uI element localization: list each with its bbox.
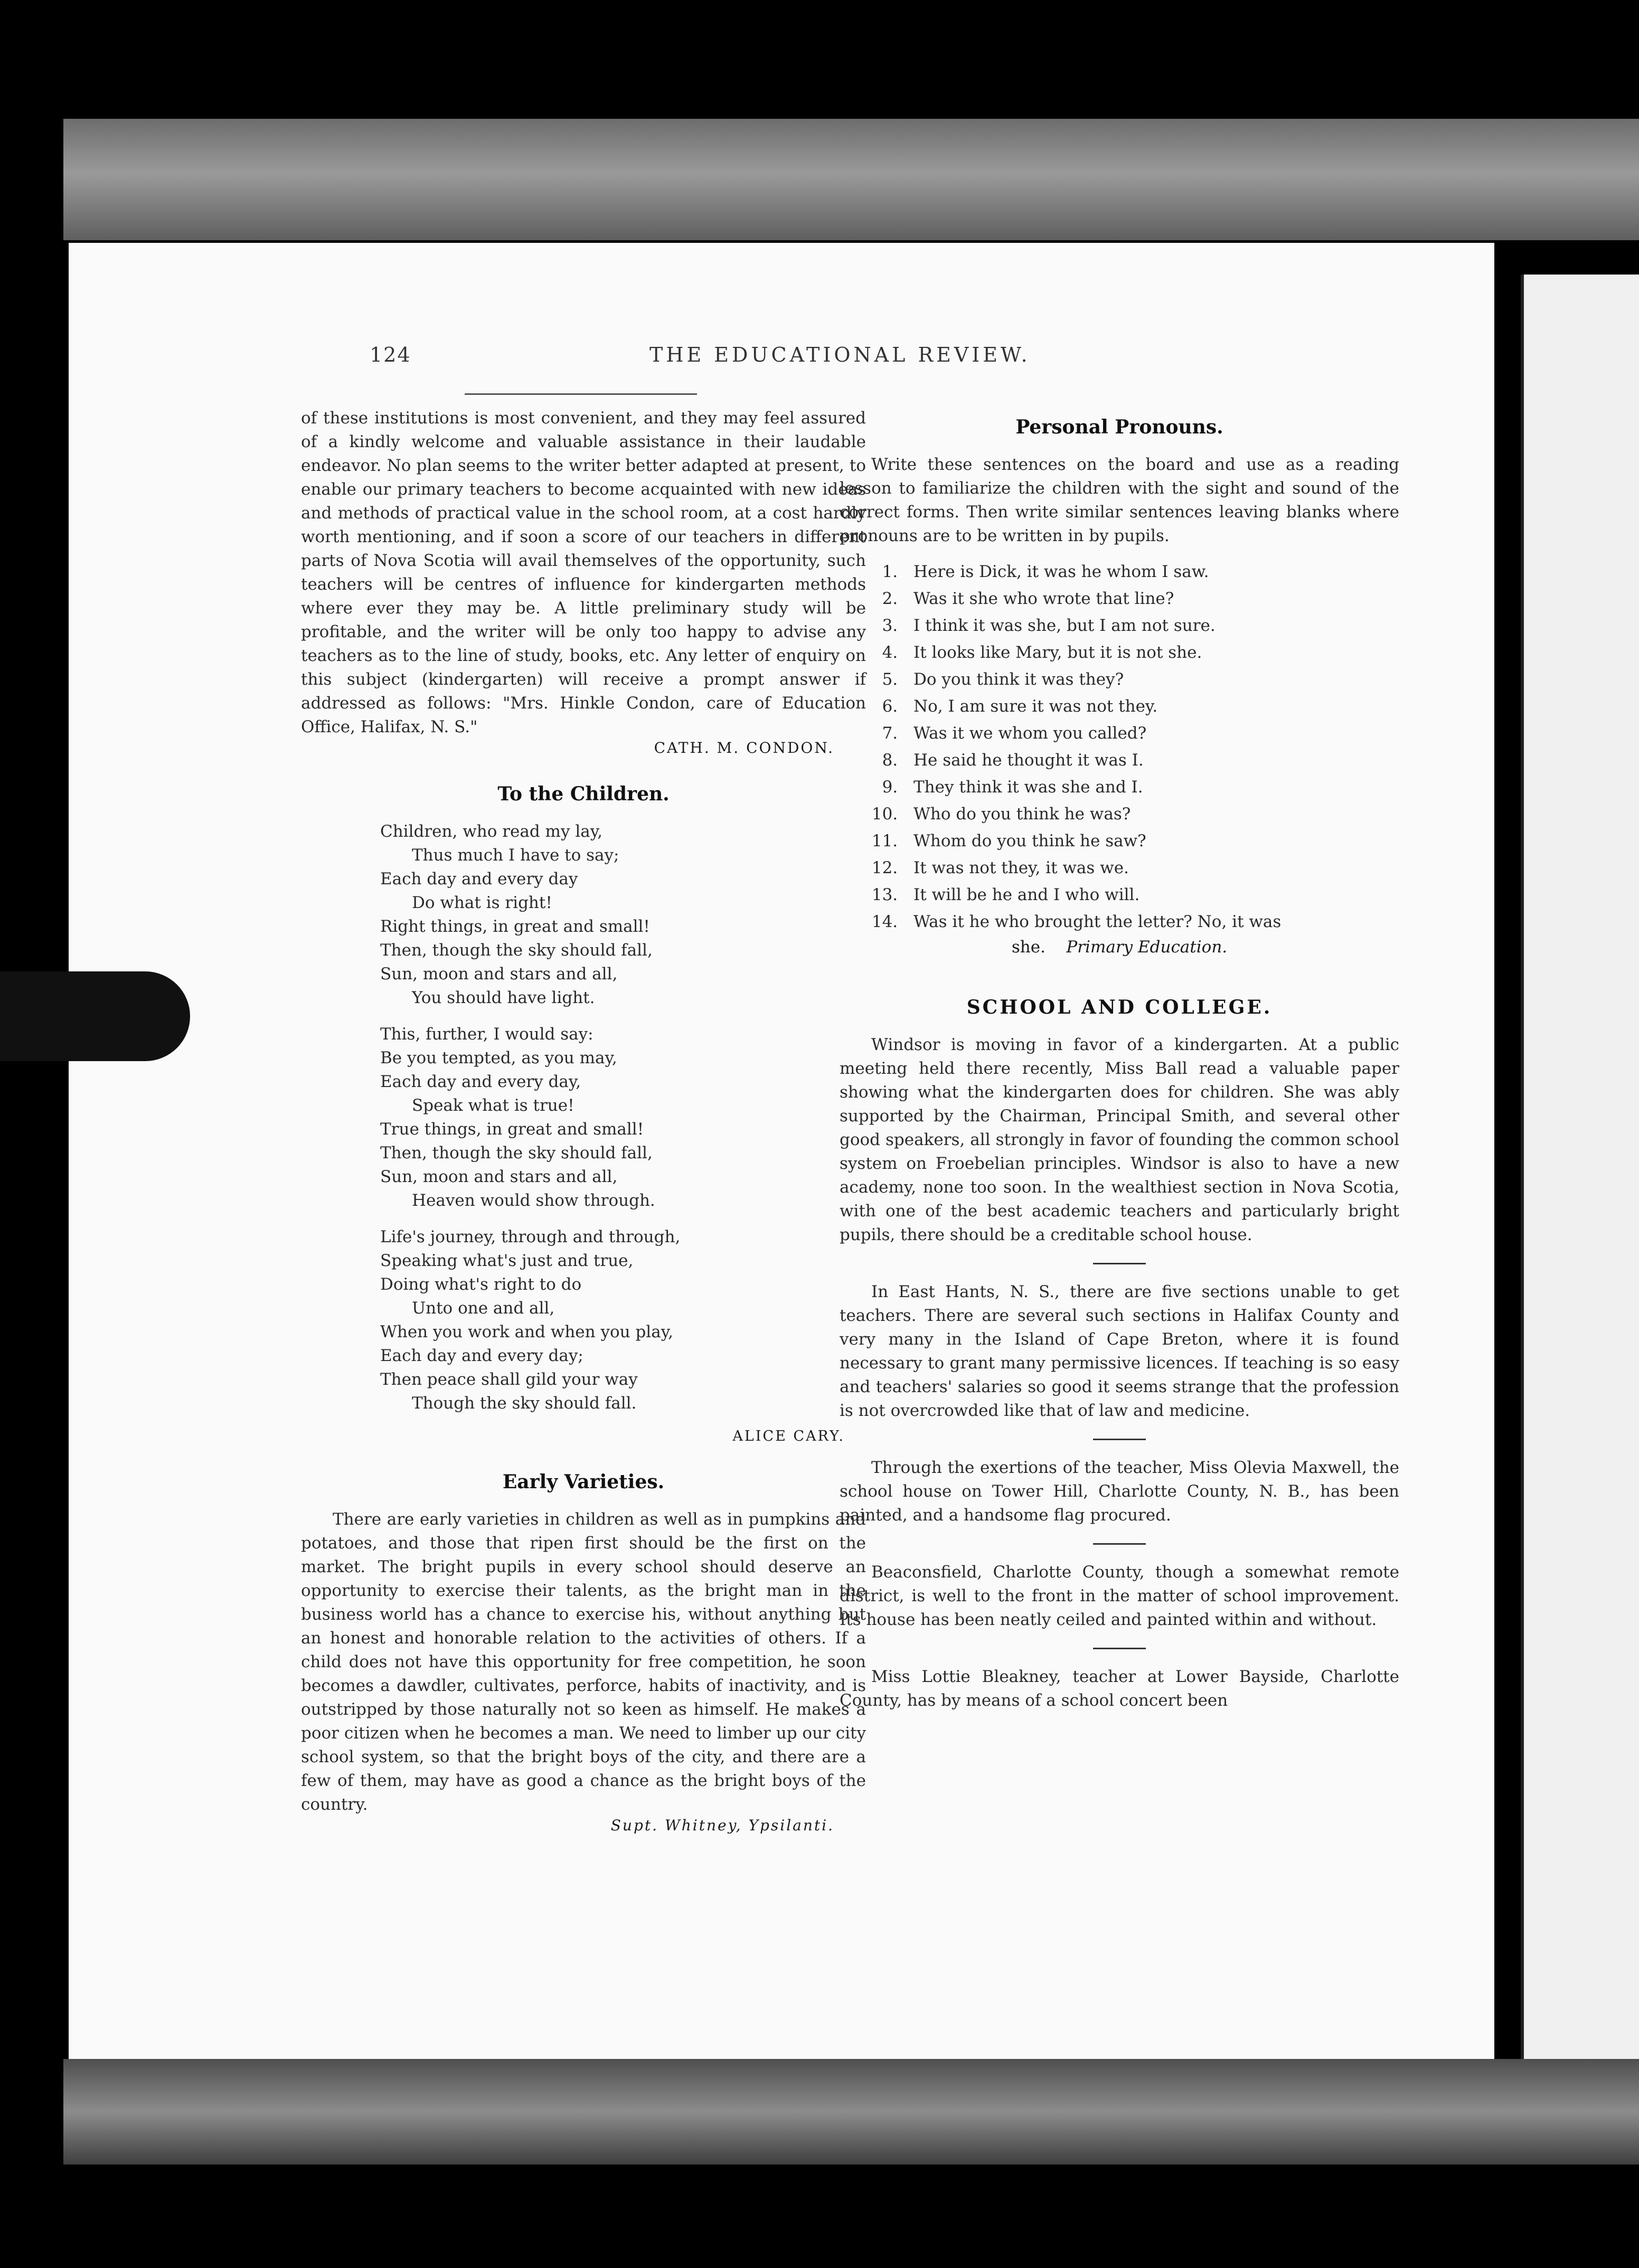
page-number: 124 [370,343,411,366]
poem-stanza [380,820,866,1010]
list-item: 3. I think it was she, but I am not sure. [903,612,1399,639]
varieties-title: Early Varieties. [502,1471,665,1493]
right-column [840,407,1399,1713]
poem-line: Then, though the sky should fall, [380,1144,653,1163]
poem-line: Children, who read my lay, [380,822,602,841]
scan-binding-top [63,119,1639,240]
poem-line: Unto one and all, [412,1299,555,1318]
poem-line: Then, though the sky should fall, [380,941,653,960]
header-rule [465,393,697,395]
poem-line: Doing what's right to do [380,1275,582,1294]
intro-paragraph: of these institutions is most convenient, and they may feel assured of a kindly welcome and valuable assistance in their laudable endeavor. No plan seems to the writer better adapted at present, to enable our primary teachers to become acquainted with new ideas and methods of practical value in the school room, at a cost hardly worth mentioning, and if soon a score of our teachers in different parts of Nova Scotia will avail themselves of the opportunity, such teachers will be centres of influence for kindergarten methods where ever they may be. A little preliminary study will be profitable, and the writer will be only too happy to advise any teachers as to the line of study, books, etc. Any letter of enquiry on this subject (kindergarten) will receive a prompt answer if addressed as follows: "Mrs. Hinkle Condon, care of Education Office, Halifax, N. S." [301,409,866,736]
poem [380,820,866,1415]
school-title: SCHOOL AND COLLEGE. [966,996,1273,1018]
school-paragraph: Through the exertions of the teacher, Miss Olevia Maxwell, the school house on Tower Hill, Charlotte County, N. B., has been painted, and a handsome flag procured. [840,1458,1399,1525]
list-item: 12. It was not they, it was we. [903,855,1399,882]
divider [1093,1263,1146,1264]
school-paragraph: Windsor is moving in favor of a kindergarten. At a public meeting held there recently, Miss Ball read a valuable paper showing what the kindergarten does for children. She was ably supported by the Chairman, Principal Smith, and several other good speakers, all strongly in favor of founding the common school system on Froebelian principles. Windsor is also to have a new academy, none too soon. In the wealthiest section in Nova Scotia, with one of the best academic teachers and particularly bright pupils, there should be a creditable school house. [840,1035,1399,1244]
poem-line: Speaking what's just and true, [380,1251,634,1270]
poem-line: Though the sky should fall. [412,1394,637,1413]
facing-page-edge [1521,275,1639,2059]
pronoun-sentence-list [840,559,1399,935]
poem-line: Life's journey, through and through, [380,1227,681,1246]
poem-line: Each day and every day, [380,1072,581,1091]
scan-binding-bottom [63,2059,1639,2165]
divider [1093,1543,1146,1545]
pronouns-intro: Write these sentences on the board and use as a reading lesson to familiarize the children with the sight and sound of the correct forms. Then write similar sentences leaving blanks where pronouns are to be written in by pupils. [840,455,1399,545]
binder-clip [0,971,190,1061]
list-item: 11. Whom do you think he saw? [903,828,1399,855]
list-item: 2. Was it she who wrote that line? [903,585,1399,612]
list-item: 7. Was it we whom you called? [903,720,1399,747]
poem-line: Sun, moon and stars and all, [380,965,618,984]
poem-stanza [380,1225,866,1415]
poem-line: Sun, moon and stars and all, [380,1167,618,1186]
varieties-attribution: Supt. Whitney, Ypsilanti. [610,1817,834,1834]
poem-line: Thus much I have to say; [412,846,619,865]
divider [1093,1439,1146,1440]
poem-line: Be you tempted, as you may, [380,1048,617,1067]
list-item: 1. Here is Dick, it was he whom I saw. [903,559,1399,585]
intro-signature: CATH. M. CONDON. [654,739,834,757]
poem-line: You should have light. [412,988,595,1007]
poem-title: To the Children. [497,783,670,805]
poem-line: Each day and every day; [380,1346,583,1365]
school-paragraph: Miss Lottie Bleakney, teacher at Lower Bayside, Charlotte County, has by means of a school concert been [840,1667,1399,1710]
poem-line: Heaven would show through. [412,1191,655,1210]
list-item: 9. They think it was she and I. [903,774,1399,801]
poem-line: This, further, I would say: [380,1025,594,1044]
divider [1093,1648,1146,1649]
list-item: 5. Do you think it was they? [903,666,1399,693]
poem-line: Do what is right! [412,893,552,912]
list-item: 13. It will be he and I who will. [903,882,1399,909]
poem-line: True things, in great and small! [380,1120,644,1139]
poem-line: When you work and when you play, [380,1322,673,1341]
list-item: 8. He said he thought it was I. [903,747,1399,774]
left-column [301,407,866,1834]
pronouns-title: Personal Pronouns. [1015,416,1223,438]
school-paragraph: In East Hants, N. S., there are five sections unable to get teachers. There are several such sections in Halifax County and very many in the Island of Cape Breton, where it is found necessary to grant many permissive licences. If teaching is so easy and teachers' salaries so good it seems strange that the profession is not overcrowded like that of law and medicine. [840,1282,1399,1420]
poem-line: Right things, in great and small! [380,917,650,936]
list-item: 14. Was it he who brought the letter? No, it was [903,909,1399,935]
school-paragraph: Beaconsfield, Charlotte County, though a somewhat remote district, is well to the front in the matter of school improvement. Its house has been neatly ceiled and painted within and without. [840,1563,1399,1629]
sentences-tail: she. [1011,938,1045,957]
list-item: 6. No, I am sure it was not they. [903,693,1399,720]
poem-stanza [380,1023,866,1213]
poem-line: Speak what is true! [412,1096,574,1115]
list-item: 4. It looks like Mary, but it is not she. [903,639,1399,666]
poem-author: ALICE CARY. [732,1428,845,1444]
list-item: 10. Who do you think he was? [903,801,1399,828]
journal-title: THE EDUCATIONAL REVIEW. [649,343,1031,366]
varieties-paragraph: There are early varieties in children as well as in pumpkins and potatoes, and those that ripen first should be the first on the market. The bright pupils in every school should deserve an opportunity to exercise their talents, as the bright man in the business world has a chance to exercise his, without anything but an honest and honorable relation to the activities of others. If a child does not have this opportunity for free competition, he soon becomes a dawdler, cultivates, perforce, habits of inactivity, and is outstripped by those naturally not so keen as himself. He makes a poor citizen when he becomes a man. We need to limber up our city school system, so that the bright boys of the city, and there are a few of them, may have as good a chance as the bright boys of the country. [301,1510,866,1814]
sentences-attribution: Primary Education. [1066,938,1228,957]
poem-line: Each day and every day [380,870,578,889]
sentences-tail-line [840,935,1399,959]
poem-line: Then peace shall gild your way [380,1370,638,1389]
